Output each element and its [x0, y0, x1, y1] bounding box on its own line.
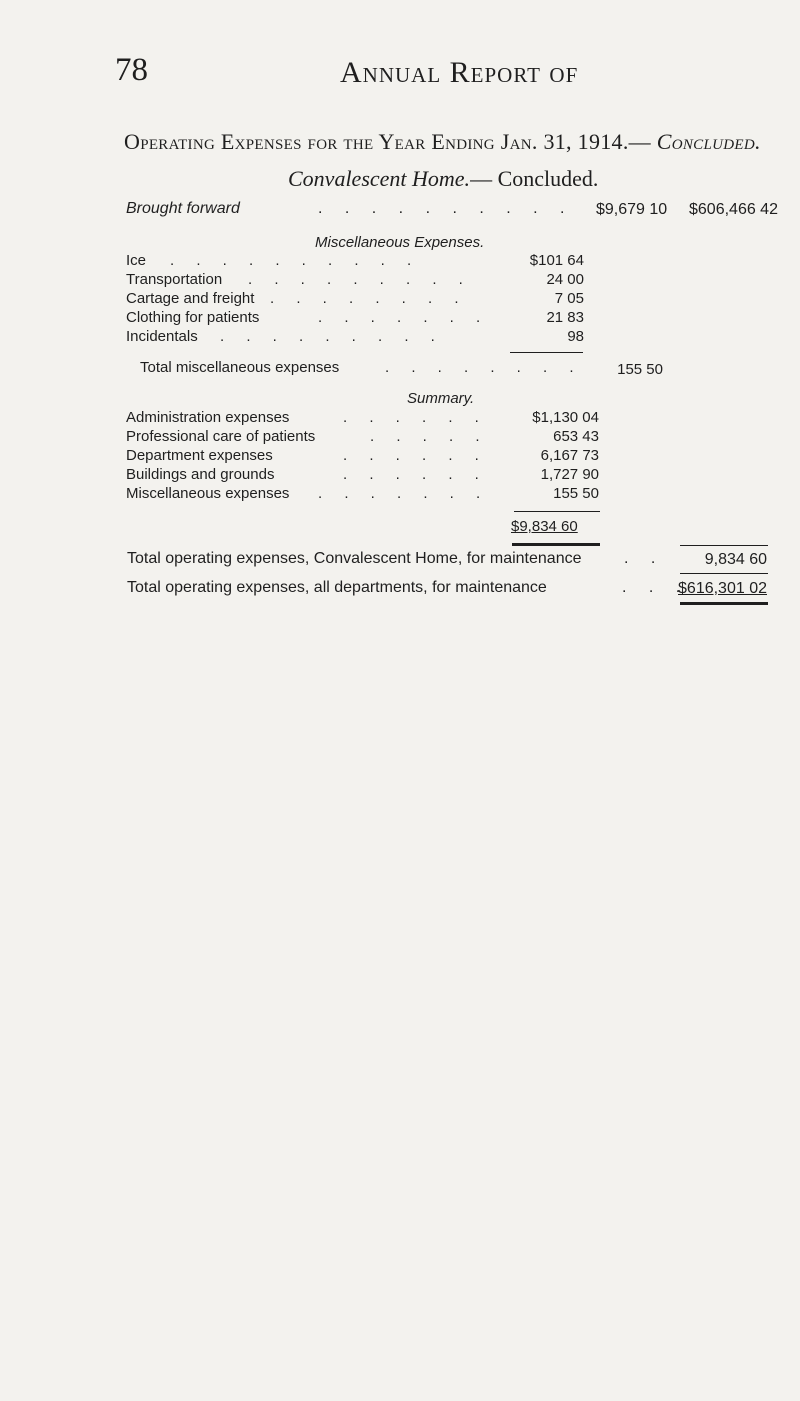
misc-total-amount: 155 50	[617, 361, 663, 378]
subtitle-concluded: — Concluded.	[470, 166, 599, 191]
running-head: Annual Report of	[340, 56, 579, 89]
misc-heading: Miscellaneous Expenses.	[315, 234, 485, 251]
summary-label-professional: Professional care of patients	[126, 428, 316, 445]
summary-amount-professional: 653 43	[553, 428, 599, 445]
brought-forward-amount2: $606,466 42	[689, 201, 778, 218]
subtitle	[288, 166, 598, 192]
summary-dots-administration: . . . . . .	[343, 409, 488, 426]
brought-forward-dots: . . . . . . . . . .	[318, 200, 574, 217]
misc-amount-cartage: 7 05	[554, 290, 584, 307]
misc-amount-ice: $101 64	[529, 252, 584, 269]
summary-rule	[514, 511, 600, 512]
misc-subtotal-rule	[510, 352, 583, 353]
section-title-main: Operating Expenses for the Year Ending Jan. 31, 1914.—	[124, 129, 651, 154]
subtitle-home: Convalescent Home.	[288, 166, 471, 191]
summary-amount-department: 6,167 73	[540, 447, 599, 464]
misc-label-ice: Ice	[126, 252, 147, 269]
page-number: 78	[115, 52, 148, 88]
total-home-dots: . .	[624, 550, 665, 567]
misc-dots-incidentals: . . . . . . . . .	[220, 328, 444, 345]
misc-amount-transportation: 24 00	[546, 271, 584, 288]
summary-dots-department: . . . . . .	[343, 447, 488, 464]
summary-dots-buildings: . . . . . .	[343, 466, 488, 483]
misc-total-label: Total miscellaneous expenses	[140, 359, 340, 376]
section-title	[124, 129, 761, 155]
total-home-amount: 9,834 60	[704, 551, 767, 568]
misc-dots-ice: . . . . . . . . . .	[170, 252, 421, 269]
misc-total-dots: . . . . . . . .	[385, 359, 583, 376]
summary-dots-professional: . . . . .	[370, 428, 489, 445]
total-home-label: Total operating expenses, Convalescent Home, for maintenance	[127, 550, 582, 567]
misc-amount-incidentals: 98	[567, 328, 584, 345]
summary-amount-buildings: 1,727 90	[540, 466, 599, 483]
misc-label-transportation: Transportation	[126, 271, 223, 288]
misc-dots-cartage: . . . . . . . .	[270, 290, 468, 307]
summary-dots-miscellaneous: . . . . . . .	[318, 485, 490, 502]
summary-label-department: Department expenses	[126, 447, 273, 464]
misc-label-cartage: Cartage and freight	[126, 290, 255, 307]
summary-amount-administration: $1,130 04	[532, 409, 599, 426]
total-all-label: Total operating expenses, all departments, for maintenance	[127, 579, 547, 596]
misc-dots-clothing: . . . . . . .	[318, 309, 490, 326]
total-all-amount: $616,301 02	[678, 580, 767, 597]
misc-label-incidentals: Incidentals	[126, 328, 198, 345]
misc-label-clothing: Clothing for patients	[126, 309, 260, 326]
all-total-double-rule	[680, 602, 768, 605]
summary-label-buildings: Buildings and grounds	[126, 466, 275, 483]
summary-label-miscellaneous: Miscellaneous expenses	[126, 485, 290, 502]
brought-forward-amount1: $9,679 10	[596, 201, 668, 218]
summary-amount-miscellaneous: 155 50	[553, 485, 599, 502]
home-total-rule	[680, 545, 768, 546]
summary-total: $9,834 60	[511, 518, 578, 535]
section-title-concluded: Concluded.	[656, 129, 761, 154]
brought-forward-label: Brought forward	[126, 200, 240, 217]
summary-total-double-rule	[512, 543, 600, 546]
summary-label-administration: Administration expenses	[126, 409, 290, 426]
misc-amount-clothing: 21 83	[546, 309, 584, 326]
summary-heading: Summary.	[407, 390, 475, 407]
total-all-dots: . . .	[622, 579, 690, 596]
all-total-rule	[680, 573, 768, 574]
misc-dots-transportation: . . . . . . . . .	[248, 271, 472, 288]
